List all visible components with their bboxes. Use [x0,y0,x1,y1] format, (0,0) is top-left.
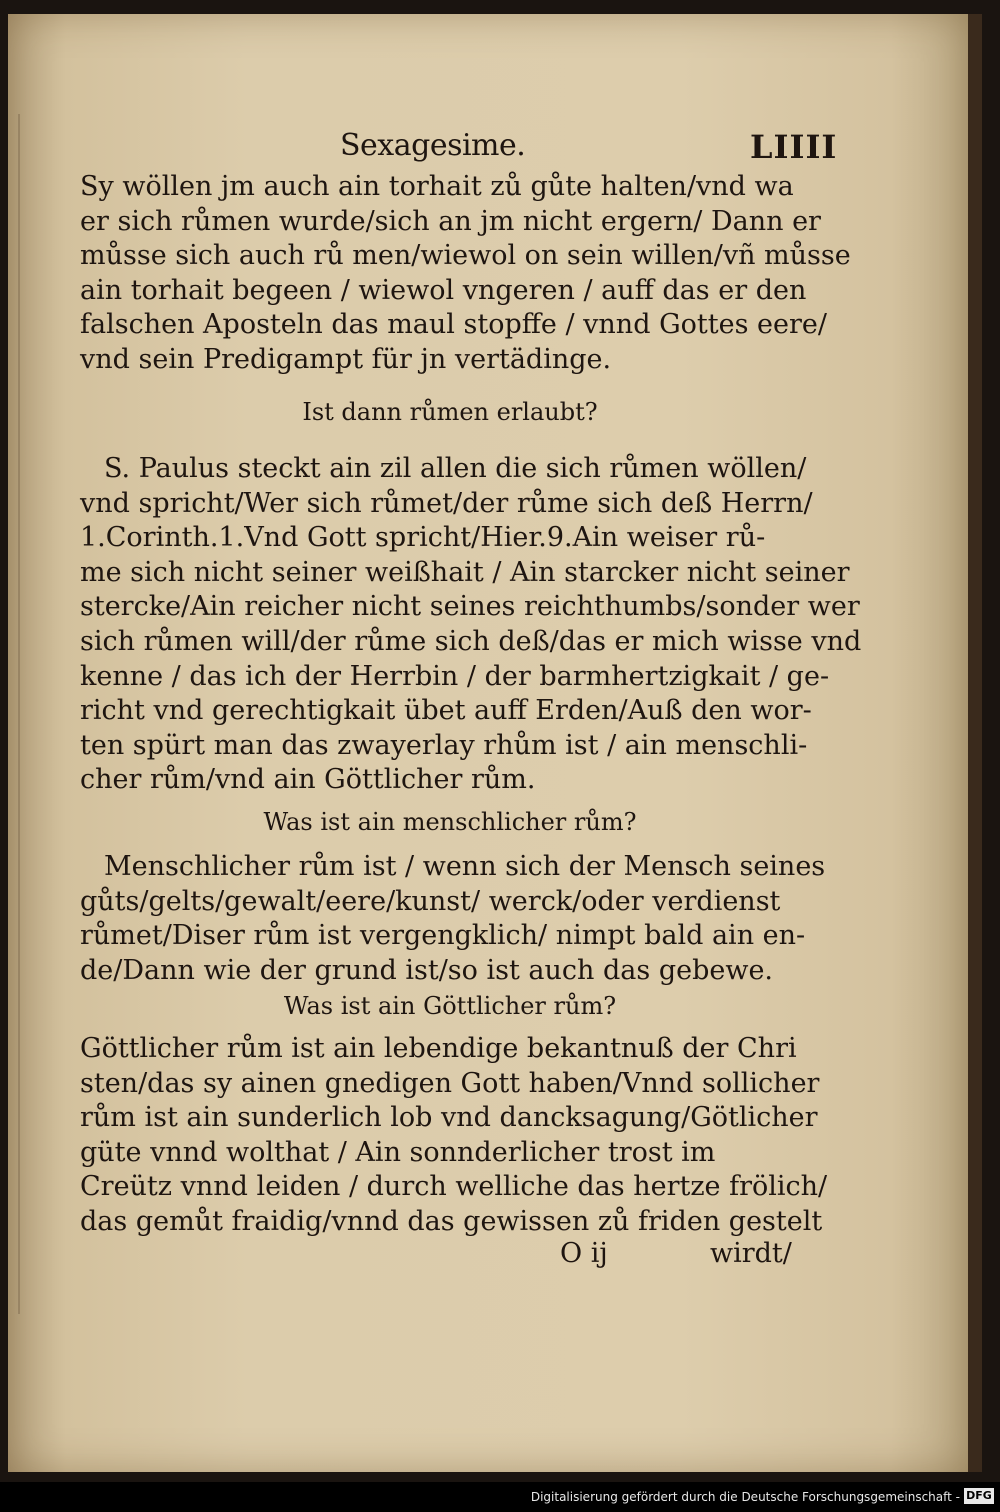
book-edge [968,14,982,1472]
text-line: Menschlicher rům ist / wenn sich der Mensch seines [104,851,826,882]
paragraph-2 [80,452,861,798]
catchword: wirdt/ [710,1238,792,1269]
text-line: Sy wöllen jm auch ain torhait zů gůte halten/vnd wa [80,171,794,202]
text-line: de/Dann wie der grund ist/so ist auch das gebewe. [80,954,774,986]
text-line: me sich nicht seiner weißhait / Ain starcker nicht seiner [80,556,850,588]
text-line: rům ist ain sunderlich lob vnd dancksagung/Götlicher [80,1102,818,1134]
text-line: Creütz vnnd leiden / durch welliche das hertze frölich/ [80,1171,828,1203]
text-line: vnd spricht/Wer sich růmet/der růme sich deß Herrn/ [80,487,813,519]
text-line: Göttlicher rům ist ain lebendige bekantnuß der Chri [80,1033,797,1064]
paragraph-3 [80,850,825,988]
text-line: sich růmen will/der růme sich deß/das er mich wisse vnd [80,625,862,657]
signature-mark: O ij [560,1238,608,1269]
heading-menschlicher-rum: Was ist ain menschlicher rům? [263,808,637,836]
folio-number: LIIII [750,128,838,166]
text-line: růmet/Diser rům ist vergengklich/ nimpt bald ain en- [80,920,806,952]
paragraph-4 [80,1032,827,1240]
heading-ist-dann-rumen: Ist dann růmen erlaubt? [302,398,598,426]
text-line: 1.Corinth.1.Vnd Gott spricht/Hier.9.Ain weiser rů- [80,522,766,554]
text-line: gůts/gelts/gewalt/eere/kunst/ werck/oder verdienst [80,885,781,917]
dfg-logo: DFG [964,1488,994,1504]
text-line: ten spürt man das zwayerlay rhům ist / ain menschli- [80,729,808,761]
text-line: S. Paulus steckt ain zil allen die sich růmen wöllen/ [104,453,807,484]
text-line: vnd sein Predigampt für jn vertädinge. [80,343,612,375]
text-line: stercke/Ain reicher nicht seines reichthumbs/sonder wer [80,591,860,623]
heading-gottlicher-rum: Was ist ain Göttlicher rům? [283,992,617,1020]
footer-credit: Digitalisierung gefördert durch die Deutsche Forschungsgemeinschaft - [530,1490,960,1504]
text-line: er sich růmen wurde/sich an jm nicht ergern/ Dann er [80,205,821,237]
margin-shadow [18,114,20,1314]
paragraph-1 [80,170,851,378]
text-line: das gemůt fraidig/vnnd das gewissen zů friden gestelt [80,1205,823,1237]
running-head: Sexagesime. [340,128,526,163]
text-line: cher rům/vnd ain Göttlicher rům. [80,764,536,796]
text-line: falschen Aposteln das maul stopffe / vnnd Gottes eere/ [80,309,827,341]
text-line: sten/das sy ainen gnedigen Gott haben/Vnnd sollicher [80,1067,820,1099]
text-line: kenne / das ich der Herrbin / der barmhertzigkait / ge- [80,660,830,692]
text-line: ain torhait begeen / wiewol vngeren / auff das er den [80,274,807,306]
text-line: güte vnnd wolthat / Ain sonnderlicher trost im [80,1136,716,1168]
text-line: můsse sich auch rů men/wiewol on sein willen/vñ můsse [80,240,851,272]
text-line: richt vnd gerechtigkait übet auff Erden/Auß den wor- [80,695,812,727]
